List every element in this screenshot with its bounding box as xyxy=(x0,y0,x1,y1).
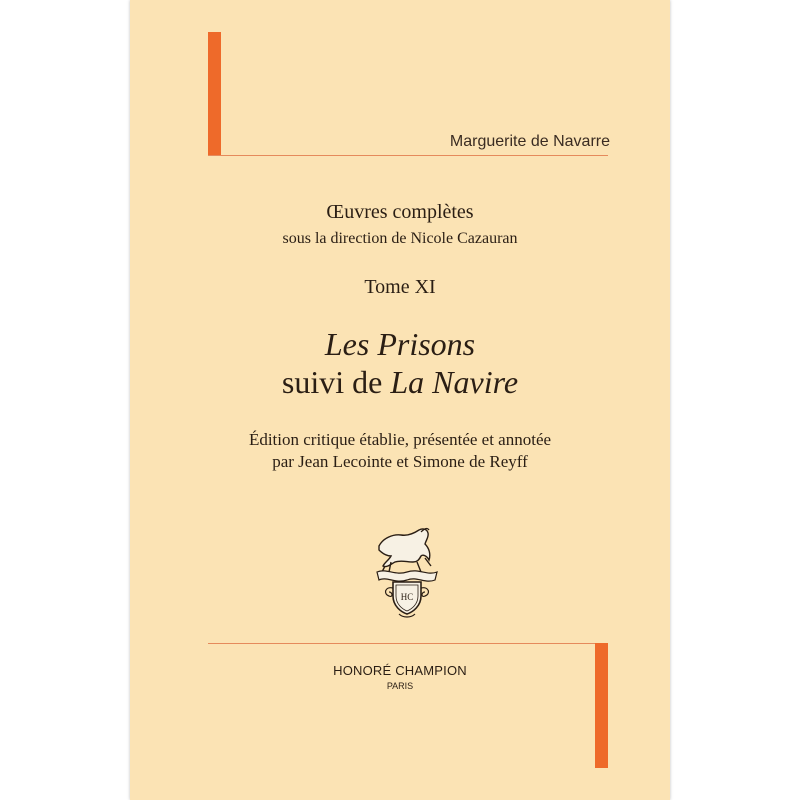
book-title-line1: Les Prisons xyxy=(324,326,476,362)
editor-direction: sous la direction de Nicole Cazauran xyxy=(282,230,518,247)
edition-note-line2: par Jean Lecointe et Simone de Reyff xyxy=(272,452,528,471)
book-cover xyxy=(130,0,670,800)
emblem-monogram: HC xyxy=(400,592,414,602)
bottom-rule xyxy=(208,643,608,644)
accent-bar-bottom-right xyxy=(595,643,608,768)
author-name: Marguerite de Navarre xyxy=(449,133,610,150)
publisher-name: HONORÉ CHAMPION xyxy=(333,663,467,678)
volume-number: Tome XI xyxy=(364,276,436,298)
title-second-work: La Navire xyxy=(390,364,519,400)
title-prefix: suivi de xyxy=(281,364,391,400)
book-title-line2 xyxy=(130,364,670,401)
top-rule xyxy=(208,155,608,156)
publisher-city: PARIS xyxy=(386,681,414,691)
collection-title: Œuvres complètes xyxy=(326,201,474,223)
edition-note-line1: Édition critique établie, présentée et annotée xyxy=(248,430,552,449)
horse-emblem-icon xyxy=(371,526,443,620)
accent-bar-top-left xyxy=(208,32,221,156)
